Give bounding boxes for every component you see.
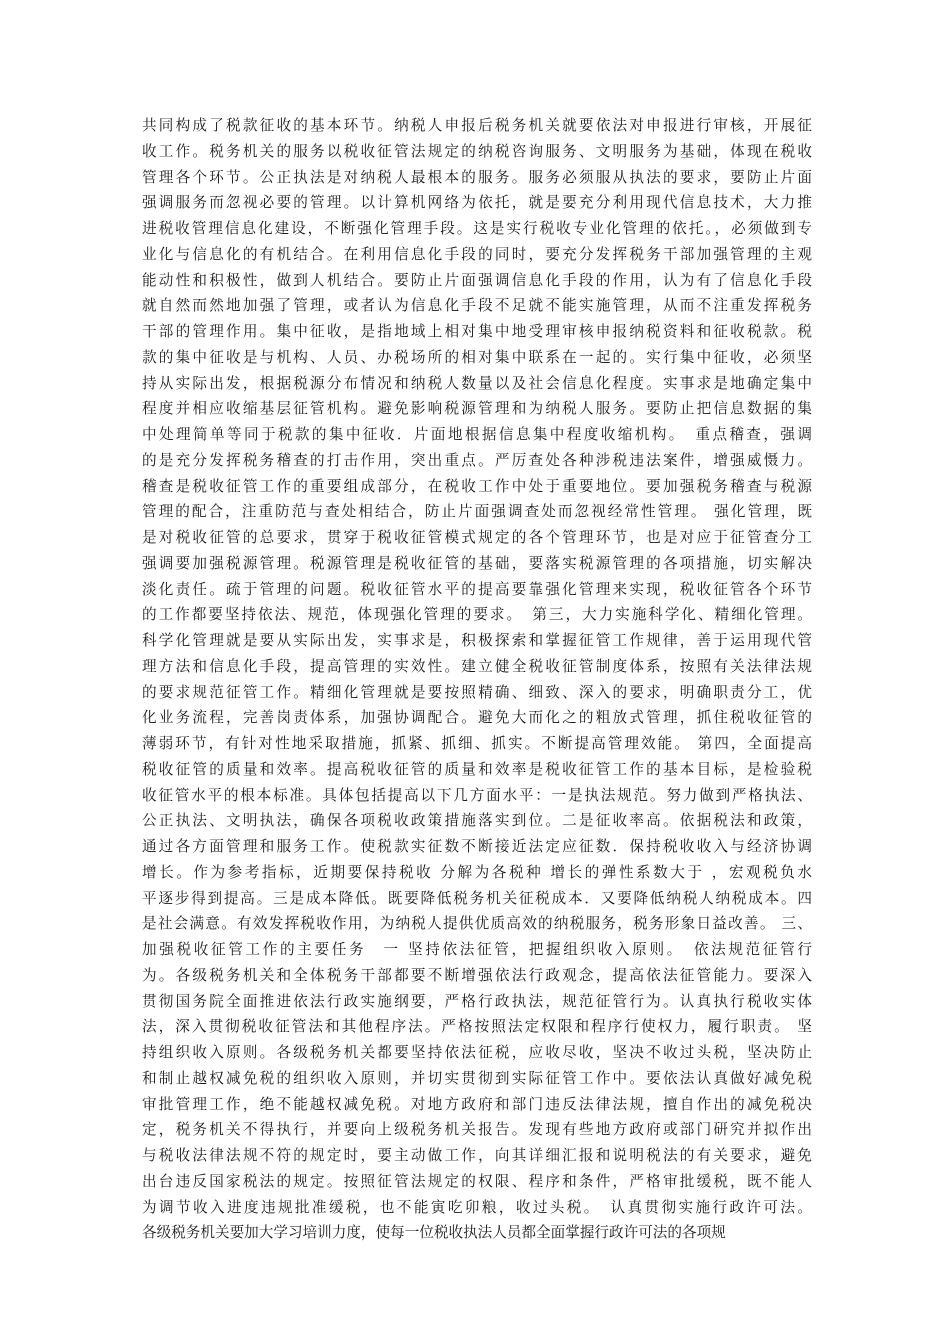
text-line: 持从实际出发，根据税源分布情况和纳税人数量以及社会信息化程度。实事求是地确定集中 (142, 374, 812, 392)
text-line: 审批管理工作，绝不能越权减免税。对地方政府和部门违反法律法规，擅自作出的减免税决 (142, 1095, 812, 1113)
text-line: 的是充分发挥税务稽查的打击作用，突出重点。严厉查处各种涉税违法案件，增强威慑力。 (142, 451, 812, 469)
text-line: 通过各方面管理和服务工作。使税款实征数不断接近法定应征数．保持税收收入与经济协调 (142, 838, 812, 855)
text-line: 和制止越权减免税的组织收入原则，并切实贯彻到实际征管工作中。要依法认真做好减免税 (142, 1069, 812, 1087)
text-line: 为调节收入进度违规批准缓税，也不能寅吃卯粮，收过头税。 认真贯彻实施行政许可法。 (142, 1198, 812, 1216)
text-line: 法，深入贯彻税收征管法和其他程序法。严格按照法定权限和程序行使权力，履行职责。 坚 (142, 1018, 812, 1036)
text-line: 加强税收征管工作的主要任务 一 坚持依法征管，把握组织收入原则。 依法规范征管行 (142, 941, 812, 958)
text-line: 管理各个环节。公正执法是对纳税人最根本的服务。服务必须服从执法的要求，要防止片面 (142, 168, 812, 186)
text-line: 理方法和信息化手段，提高管理的实效性。建立健全税收征管制度体系，按照有关法律法规 (142, 657, 812, 675)
text-line: 管理的配合，注重防范与查处相结合，防止片面强调查处而忽视经常性管理。 强化管理，既 (142, 503, 812, 521)
text-line: 干部的管理作用。集中征收，是指地域上相对集中地受理审核申报纳税资料和征收税款。税 (142, 323, 812, 340)
text-line: 中处理简单等同于税款的集中征收．片面地根据信息集中程度收缩机构。 重点稽查，强调 (142, 426, 812, 443)
text-line: 收工作。税务机关的服务以税收征管法规定的纳税咨询服务、文明服务为基础，体现在税收 (142, 142, 812, 160)
text-line: 化业务流程，完善岗责体系，加强协调配合。避免大而化之的粗放式管理，抓住税收征管的 (142, 709, 812, 727)
text-line: 持组织收入原则。各级税务机关都要坚持依法征税，应收尽收，坚决不收过头税，坚决防止 (142, 1044, 812, 1061)
text-line: 收征管水平的根本标准。具体包括提高以下几方面水平：一是执法规范。努力做到严格执法、 (142, 786, 812, 804)
text-line: 定，税务机关不得执行，并要向上级税务机关报告。发现有些地方政府或部门研究并拟作出 (142, 1121, 812, 1139)
text-line: 与税收法律法规不符的规定时，要主动做工作，向其详细汇报和说明税法的有关要求，避免 (142, 1147, 812, 1164)
text-line: 是对税收征管的总要求，贯穿于税收征管模式规定的各个管理环节，也是对应于征管查分工 (142, 529, 812, 546)
text-line: 业化与信息化的有机结合。在利用信息化手段的同时，要充分发挥税务干部加强管理的主观 (142, 245, 812, 263)
text-line: 为。各级税务机关和全体税务干部都要不断增强依法行政观念，提高依法征管能力。要深入 (142, 966, 812, 984)
text-line: 薄弱环节，有针对性地采取措施，抓紧、抓细、抓实。不断提高管理效能。 第四，全面提高 (142, 735, 812, 752)
text-line: 的要求规范征管工作。精细化管理就是要按照精确、细致、深入的要求，明确职责分工，优 (142, 683, 812, 701)
text-line: 公正执法、文明执法，确保各项税收政策措施落实到位。二是征收率高。依据税法和政策， (142, 812, 812, 830)
text-line: 进税收管理信息化建设，不断强化管理手段。这是实行税收专业化管理的依托。，必须做到专 (142, 220, 812, 237)
text-line: 是社会满意。有效发挥税收作用，为纳税人提供优质高效的纳税服务，税务形象日益改善。 三、 (142, 915, 812, 933)
text-line: 强调服务而忽视必要的管理。以计算机网络为依托，就是要充分利用现代信息技术，大力推 (142, 194, 812, 212)
text-line: 增长。作为参考指标，近期要保持税收 分解为各税种 增长的弹性系数大于 ，宏观税负水 (142, 863, 812, 881)
text-line: 贯彻国务院全面推进依法行政实施纲要，严格行政执法，规范征管行为。认真执行税收实体 (142, 992, 812, 1010)
text-line: 强调要加强税源管理。税源管理是税收征管的基础，要落实税源管理的各项措施，切实解决 (142, 554, 812, 572)
text-line: 税收征管的质量和效率。提高税收征管的质量和效率是税收征管工作的基本目标，是检验税 (142, 760, 812, 778)
text-line: 平逐步得到提高。三是成本降低。既要降低税务机关征税成本．又要降低纳税人纳税成本。四 (142, 889, 812, 907)
text-line: 就自然而然地加强了管理，或者认为信息化手段不足就不能实施管理，从而不注重发挥税务 (142, 297, 812, 315)
text-line: 出台违反国家税法的规定。按照征管法规定的权限、程序和条件，严格审批缓税，既不能人 (142, 1172, 812, 1190)
text-line: 程度并相应收缩基层征管机构。避免影响税源管理和为纳税人服务。要防止把信息数据的集 (142, 400, 812, 418)
text-line: 的工作都要坚持依法、规范，体现强化管理的要求。 第三，大力实施科学化、精细化管理。 (142, 606, 812, 624)
text-line: 能动性和积极性，做到人机结合。要防止片面强调信息化手段的作用，认为有了信息化手段 (142, 271, 812, 289)
text-line: 共同构成了税款征收的基本环节。纳税人申报后税务机关就要依法对申报进行审核，开展征 (142, 117, 812, 134)
text-line: 各级税务机关要加大学习培训力度，使每一位税收执法人员都全面掌握行政许可法的各项规 (142, 1224, 726, 1242)
text-line: 科学化管理就是要从实际出发，实事求是，积极探索和掌握征管工作规律，善于运用现代管 (142, 632, 812, 649)
text-line: 淡化责任。疏于管理的问题。税收征管水平的提高要靠强化管理来实现，税收征管各个环节 (142, 580, 812, 598)
body-text (142, 113, 812, 1246)
text-line: 稽查是税收征管工作的重要组成部分，在税收工作中处于重要地位。要加强税务稽查与税源 (142, 477, 812, 495)
text-line: 款的集中征收是与机构、人员、办税场所的相对集中联系在一起的。实行集中征收，必须坚 (142, 348, 812, 366)
